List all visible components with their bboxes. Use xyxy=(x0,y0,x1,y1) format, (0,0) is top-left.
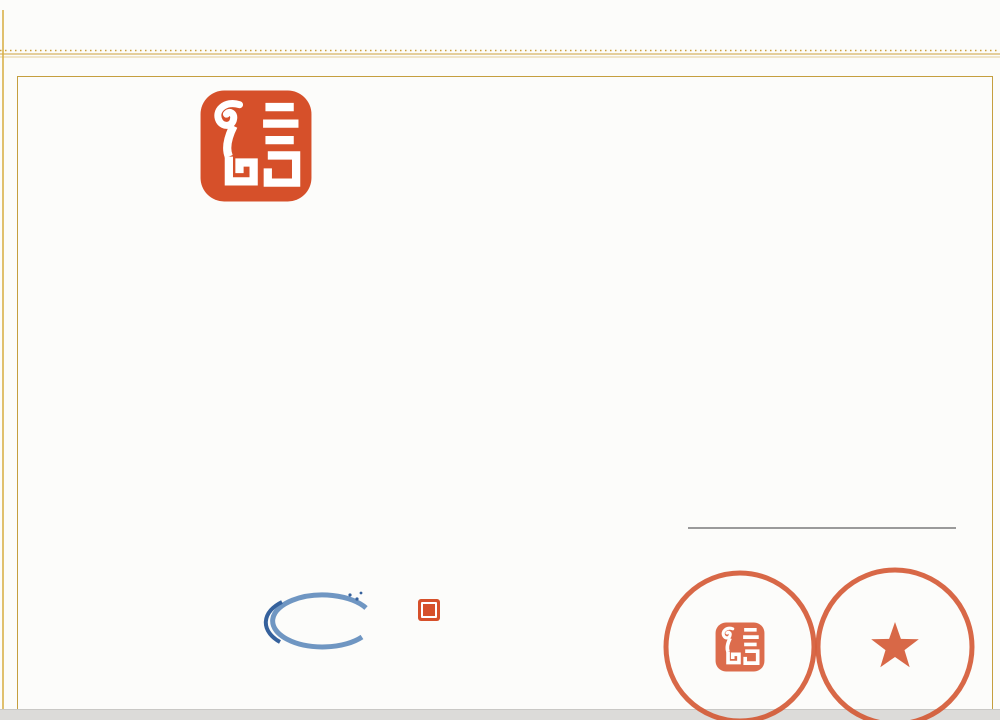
xin-logo-icon xyxy=(197,86,315,206)
reexam-underline xyxy=(688,527,956,529)
seals-panel xyxy=(655,563,985,720)
seal-star-icon xyxy=(871,622,919,667)
scan-edge-left xyxy=(2,10,4,712)
seal-left xyxy=(655,563,814,720)
qr-code xyxy=(387,568,471,652)
bcc-logo xyxy=(262,584,374,660)
guilloche-border xyxy=(0,4,1000,66)
seal-left-xin-logo-icon xyxy=(716,623,765,672)
qr-center-seal-icon xyxy=(418,599,440,621)
